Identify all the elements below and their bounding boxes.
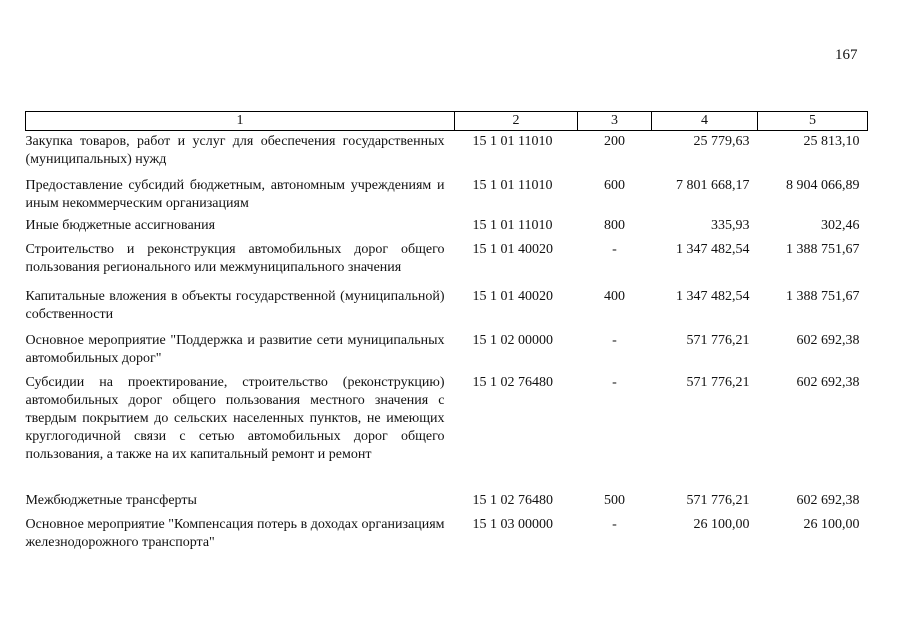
row-value-1: 7 801 668,17 [676,177,750,193]
row-value-2: 1 388 751,67 [786,288,860,304]
table-row [26,215,868,239]
table-row [26,239,868,286]
row-value-1: 25 779,63 [693,134,750,149]
row-code: 15 1 01 40020 [472,288,553,304]
row-name: Межбюджетные трансферты [25,492,197,508]
row-type: 800 [604,217,625,233]
row-value-1: 571 776,21 [686,374,750,390]
page-number: 167 [835,47,858,63]
row-name: Капитальные вложения в объекты государственной (муниципальной) собственности [25,288,445,322]
row-value-2: 602 692,38 [796,374,860,390]
row-code: 15 1 03 00000 [472,516,553,532]
row-value-1: 26 100,00 [693,516,750,532]
row-name: Субсидии на проектирование, строительство (реконструкцию) автомобильных дорог общего пользования местного значения с твердым покрытием до сельских населенных пунктов, не имеющих круглогодичной связи с сетью автомобильных дорог общего пользования, а также на их капитальный ремонт и ремонт [25,374,445,462]
row-code: 15 1 01 11010 [472,217,553,233]
row-value-1: 1 347 482,54 [676,241,750,257]
header-cell: 4 [652,112,758,131]
table-row [26,131,868,175]
row-code: 15 1 01 11010 [472,177,553,193]
header-cell: 2 [455,112,578,131]
budget-table [25,111,868,554]
row-type: 600 [604,177,625,193]
row-value-2: 1 388 751,67 [786,241,860,257]
row-value-1: 571 776,21 [686,492,750,508]
table-row [26,175,868,215]
row-value-1: 335,93 [711,217,750,233]
row-value-2: 26 100,00 [803,516,860,532]
table-row [26,490,868,514]
row-code: 15 1 02 00000 [472,332,553,348]
row-code: 15 1 01 40020 [472,241,553,257]
row-type: 200 [604,134,625,149]
row-value-1: 1 347 482,54 [676,288,750,304]
header-cell: 5 [758,112,868,131]
row-type: - [612,241,617,257]
row-value-2: 8 904 066,89 [786,177,860,193]
row-type: 500 [604,492,625,508]
row-code: 15 1 01 11010 [472,134,553,149]
header-cell: 3 [578,112,652,131]
row-value-1: 571 776,21 [686,332,750,348]
row-code: 15 1 02 76480 [472,374,553,390]
row-code: 15 1 02 76480 [472,492,553,508]
row-name: Основное мероприятие "Компенсация потерь в доходах организациям железнодорожного транспорта" [25,516,445,550]
row-value-2: 302,46 [821,217,860,233]
table-row [26,372,868,490]
row-name: Строительство и реконструкция автомобильных дорог общего пользования регионального или межмуниципального значения [25,241,445,275]
table-row [26,514,868,554]
row-type: - [612,332,617,348]
row-type: 400 [604,288,625,304]
table-header-row [26,112,868,131]
row-name: Основное мероприятие "Поддержка и развитие сети муниципальных автомобильных дорог" [25,332,445,366]
header-cell: 1 [26,112,455,131]
row-value-2: 25 813,10 [803,134,860,149]
row-value-2: 602 692,38 [796,492,860,508]
row-name: Предоставление субсидий бюджетным, автономным учреждениям и иным некоммерческим организациям [25,177,445,211]
row-name: Закупка товаров, работ и услуг для обеспечения государственных (муниципальных) нужд [25,134,445,167]
row-name: Иные бюджетные ассигнования [25,217,216,233]
row-value-2: 602 692,38 [796,332,860,348]
row-type: - [612,374,617,390]
table-row [26,330,868,372]
row-type: - [612,516,617,532]
table-row [26,286,868,330]
